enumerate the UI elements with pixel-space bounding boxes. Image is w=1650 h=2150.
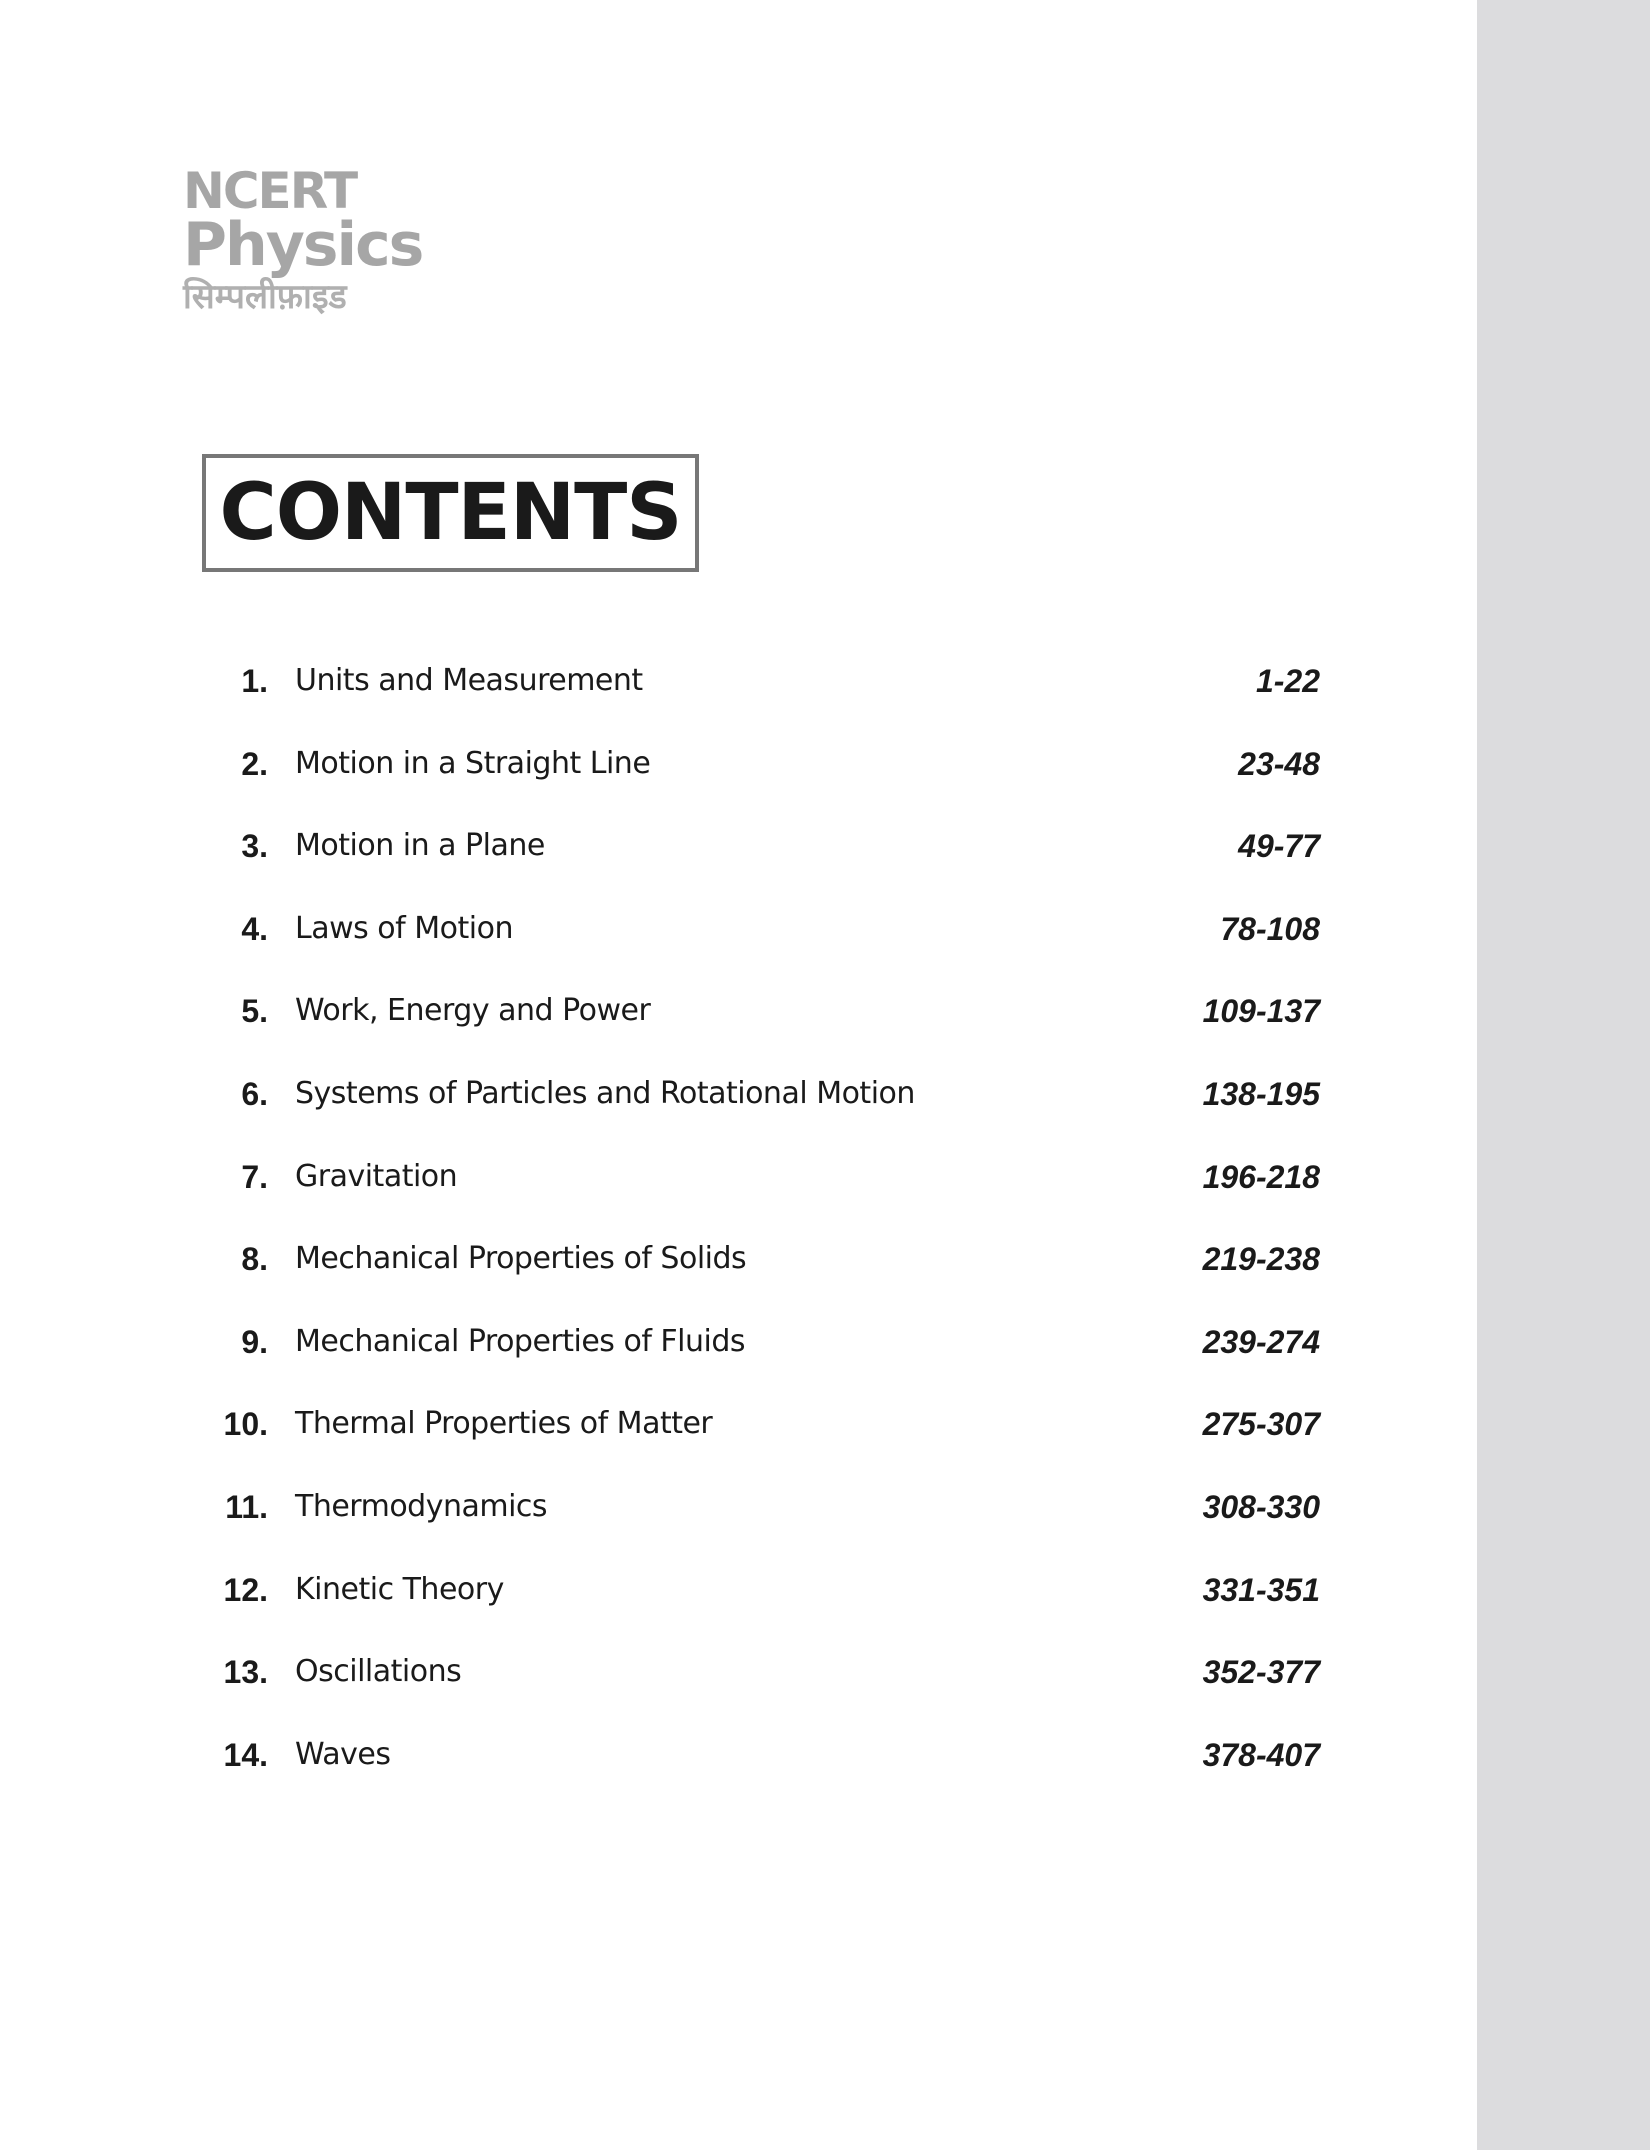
toc-entry-number: 14. xyxy=(223,1736,268,1773)
toc-entry-pages: 196-218 xyxy=(1202,1158,1320,1195)
toc-entry[interactable] xyxy=(200,898,1320,981)
toc-entry-number: 13. xyxy=(223,1654,268,1691)
toc-entry[interactable] xyxy=(200,1641,1320,1724)
toc-entry-number: 10. xyxy=(223,1406,268,1443)
table-of-contents xyxy=(200,650,1320,1806)
toc-entry-title: Oscillations xyxy=(295,1654,462,1690)
toc-entry-title: Work, Energy and Power xyxy=(295,993,651,1029)
toc-entry[interactable] xyxy=(200,733,1320,816)
toc-entry-pages: 78-108 xyxy=(1220,910,1320,947)
toc-entry-number: 12. xyxy=(223,1571,268,1608)
toc-entry-title: Thermodynamics xyxy=(295,1488,548,1524)
toc-entry-number: 1. xyxy=(241,663,268,699)
toc-entry-pages: 308-330 xyxy=(1202,1488,1320,1525)
toc-entry-number: 5. xyxy=(241,993,268,1030)
toc-entry[interactable] xyxy=(200,1311,1320,1394)
toc-entry[interactable] xyxy=(200,980,1320,1063)
toc-entry-pages: 109-137 xyxy=(1202,993,1320,1030)
toc-entry-title: Waves xyxy=(295,1736,391,1772)
toc-entry[interactable] xyxy=(200,1063,1320,1146)
toc-entry-pages: 49-77 xyxy=(1238,828,1320,865)
toc-entry-number: 11. xyxy=(225,1488,268,1525)
toc-entry[interactable] xyxy=(200,815,1320,898)
toc-entry[interactable] xyxy=(200,1724,1320,1807)
page-side-band xyxy=(1477,0,1650,2150)
toc-entry[interactable] xyxy=(200,1476,1320,1559)
toc-entry[interactable] xyxy=(200,1228,1320,1311)
toc-entry-title: Motion in a Plane xyxy=(295,828,545,864)
toc-entry-number: 2. xyxy=(241,745,268,782)
toc-entry-title: Gravitation xyxy=(295,1158,458,1194)
toc-entry-number: 8. xyxy=(241,1241,268,1278)
toc-entry[interactable] xyxy=(200,1559,1320,1642)
contents-heading-box xyxy=(202,454,699,572)
toc-entry-title: Systems of Particles and Rotational Motion xyxy=(295,1075,915,1111)
toc-entry-title: Units and Measurement xyxy=(295,663,643,698)
toc-entry[interactable] xyxy=(200,1146,1320,1229)
toc-entry-pages: 1-22 xyxy=(1255,663,1320,699)
toc-entry-title: Laws of Motion xyxy=(295,910,513,946)
brand-line-ncert: NCERT xyxy=(183,162,357,220)
contents-heading: CONTENTS xyxy=(219,468,682,558)
toc-entry-pages: 239-274 xyxy=(1202,1323,1320,1360)
toc-entry-number: 4. xyxy=(241,910,268,947)
toc-entry-number: 3. xyxy=(241,828,268,865)
toc-entry[interactable] xyxy=(200,1393,1320,1476)
toc-entry-pages: 378-407 xyxy=(1202,1736,1320,1773)
toc-entry-number: 7. xyxy=(241,1158,268,1195)
toc-entry-number: 6. xyxy=(241,1075,268,1112)
toc-entry-title: Kinetic Theory xyxy=(295,1571,504,1607)
toc-entry-title: Mechanical Properties of Fluids xyxy=(295,1323,746,1359)
toc-entry-pages: 138-195 xyxy=(1202,1075,1320,1112)
brand-line-physics: Physics xyxy=(183,210,423,280)
toc-entry-pages: 352-377 xyxy=(1202,1654,1320,1691)
toc-entry-title: Thermal Properties of Matter xyxy=(295,1406,713,1442)
toc-entry-title: Mechanical Properties of Solids xyxy=(295,1241,747,1277)
toc-entry-number: 9. xyxy=(241,1323,268,1360)
toc-entry[interactable] xyxy=(200,650,1320,733)
brand-line-simplified: सिम्पलीफ़ाइड xyxy=(183,277,347,317)
toc-entry-pages: 23-48 xyxy=(1238,745,1320,782)
toc-entry-pages: 331-351 xyxy=(1202,1571,1320,1608)
toc-entry-pages: 275-307 xyxy=(1202,1406,1320,1443)
toc-entry-pages: 219-238 xyxy=(1202,1241,1320,1278)
toc-entry-title: Motion in a Straight Line xyxy=(295,745,651,781)
brand-logo xyxy=(183,162,423,318)
